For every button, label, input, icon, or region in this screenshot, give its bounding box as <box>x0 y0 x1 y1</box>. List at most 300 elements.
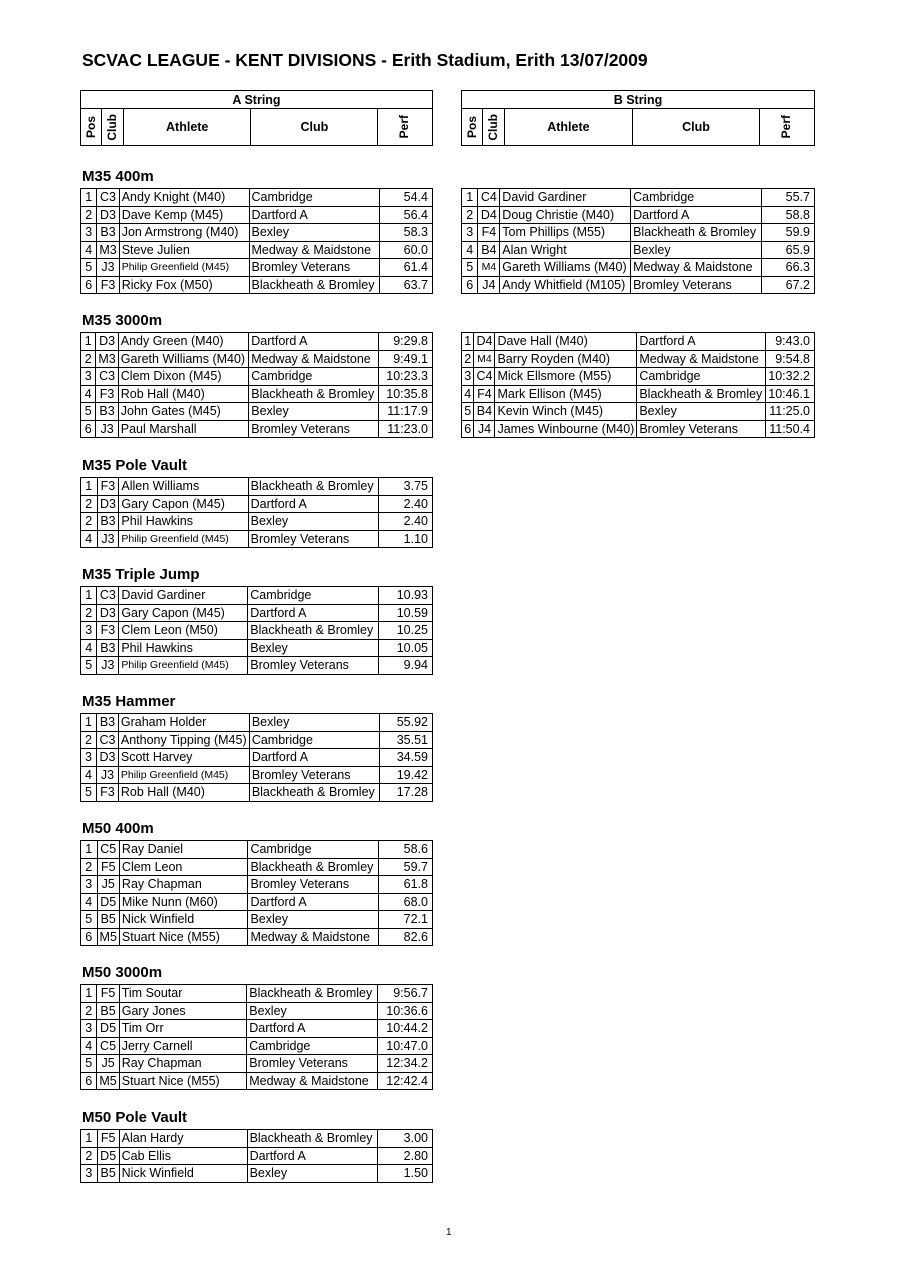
athlete-cell: Gareth Williams (M40) <box>500 259 631 277</box>
table-row <box>81 749 433 767</box>
pos-cell: 3 <box>81 622 97 640</box>
club-cell: Bexley <box>248 639 379 657</box>
perf-cell: 9:54.8 <box>765 350 814 368</box>
club-code-cell: J3 <box>97 766 119 784</box>
athlete-cell: Ray Daniel <box>119 841 248 859</box>
table-row <box>462 189 815 207</box>
pos-cell: 2 <box>81 206 97 224</box>
pos-cell: 2 <box>462 206 478 224</box>
club-cell: Medway & Maidstone <box>637 350 765 368</box>
athlete-cell: Doug Christie (M40) <box>500 206 631 224</box>
athlete-cell: John Gates (M45) <box>118 403 248 421</box>
pos-cell: 3 <box>81 1020 97 1038</box>
athlete-cell: Nick Winfield <box>119 1165 247 1183</box>
perf-cell: 58.3 <box>380 224 433 242</box>
club-code-cell: B5 <box>97 1165 119 1183</box>
club-cell: Bexley <box>247 1165 378 1183</box>
pos-cell: 2 <box>462 350 474 368</box>
perf-cell: 61.4 <box>380 259 433 277</box>
table-row <box>81 587 433 605</box>
table-row <box>81 259 433 277</box>
perf-cell: 10.59 <box>378 604 432 622</box>
club-code-cell: D3 <box>96 333 118 351</box>
club-code-cell: C4 <box>478 189 500 207</box>
pos-cell: 3 <box>81 224 97 242</box>
perf-cell: 9:29.8 <box>379 333 433 351</box>
club-code-cell: J3 <box>97 530 119 548</box>
pos-cell: 1 <box>81 985 97 1003</box>
table-row <box>81 622 433 640</box>
perf-cell: 10.25 <box>378 622 432 640</box>
club-code-header: Club <box>483 109 505 146</box>
club-cell: Bromley Veterans <box>247 1055 378 1073</box>
club-code-cell: M4 <box>474 350 495 368</box>
perf-cell: 61.8 <box>379 876 433 894</box>
club-code-cell: F3 <box>96 385 118 403</box>
perf-cell: 9.94 <box>378 657 432 675</box>
pos-cell: 1 <box>81 587 97 605</box>
perf-cell: 10:46.1 <box>765 385 814 403</box>
event-heading: M35 Triple Jump <box>82 566 200 583</box>
event-heading: M50 400m <box>82 820 154 837</box>
athlete-cell: Philip Greenfield (M45) <box>119 259 249 277</box>
club-code-cell: F4 <box>478 224 500 242</box>
athlete-cell: Cab Ellis <box>119 1147 247 1165</box>
club-cell: Cambridge <box>247 1037 378 1055</box>
table-row <box>81 714 433 732</box>
results-table-a <box>80 477 433 548</box>
table-row <box>462 350 815 368</box>
club-code-cell: M5 <box>97 1072 119 1090</box>
athlete-cell: Nick Winfield <box>119 911 248 929</box>
club-cell: Blackheath & Bromley <box>248 858 379 876</box>
table-row <box>81 928 433 946</box>
table-row <box>81 876 433 894</box>
perf-cell: 34.59 <box>380 749 433 767</box>
results-table-a <box>80 586 433 675</box>
club-code-cell: M5 <box>97 928 119 946</box>
club-cell: Bexley <box>631 241 762 259</box>
club-code-cell: D4 <box>478 206 500 224</box>
club-code-cell: M3 <box>97 241 119 259</box>
club-code-cell: F5 <box>97 858 119 876</box>
table-row <box>81 911 433 929</box>
pos-cell: 4 <box>81 766 97 784</box>
b-string-header <box>461 90 815 146</box>
club-cell: Cambridge <box>248 587 379 605</box>
perf-cell: 11:25.0 <box>765 403 814 421</box>
club-code-cell: C3 <box>97 587 119 605</box>
perf-cell: 2.80 <box>378 1147 433 1165</box>
event-heading: M50 Pole Vault <box>82 1109 188 1126</box>
b-string-label: B String <box>462 91 815 109</box>
results-table-a <box>80 984 433 1090</box>
club-cell: Dartford A <box>247 1147 378 1165</box>
perf-cell: 11:17.9 <box>379 403 433 421</box>
table-row <box>81 841 433 859</box>
pos-cell: 3 <box>81 876 98 894</box>
perf-cell: 10:35.8 <box>379 385 433 403</box>
pos-cell: 4 <box>81 385 96 403</box>
athlete-cell: Scott Harvey <box>118 749 249 767</box>
perf-cell: 10:44.2 <box>377 1020 432 1038</box>
perf-cell: 82.6 <box>379 928 433 946</box>
club-cell: Dartford A <box>247 1020 378 1038</box>
table-row <box>81 1020 433 1038</box>
table-row <box>462 276 815 294</box>
pos-cell: 5 <box>81 403 96 421</box>
club-code-cell: J5 <box>97 1055 119 1073</box>
athlete-cell: Mike Nunn (M60) <box>119 893 248 911</box>
athlete-cell: Phil Hawkins <box>119 513 248 531</box>
athlete-cell: Clem Leon <box>119 858 248 876</box>
club-code-cell: B3 <box>97 714 119 732</box>
pos-cell: 5 <box>462 403 474 421</box>
table-row <box>81 403 433 421</box>
club-code-cell: F5 <box>97 985 119 1003</box>
table-row <box>462 259 815 277</box>
club-code-cell: B4 <box>474 403 495 421</box>
page-number: 1 <box>446 1227 452 1238</box>
club-cell: Cambridge <box>249 368 379 386</box>
athlete-cell: Tom Phillips (M55) <box>500 224 631 242</box>
club-code-cell: F4 <box>474 385 495 403</box>
table-row <box>81 241 433 259</box>
club-header: Club <box>251 109 378 146</box>
table-row <box>81 206 433 224</box>
pos-cell: 4 <box>462 241 478 259</box>
club-code-cell: J3 <box>96 420 118 438</box>
club-code-cell: D5 <box>97 1147 119 1165</box>
athlete-cell: James Winbourne (M40) <box>495 420 637 438</box>
club-code-cell: F3 <box>97 276 119 294</box>
athlete-cell: Ray Chapman <box>119 876 248 894</box>
club-cell: Medway & Maidstone <box>631 259 762 277</box>
club-code-cell: F3 <box>97 784 119 802</box>
athlete-cell: Tim Soutar <box>119 985 247 1003</box>
pos-cell: 3 <box>81 1165 98 1183</box>
athlete-cell: Andy Whitfield (M105) <box>500 276 631 294</box>
club-code-cell: F5 <box>97 1130 119 1148</box>
pos-cell: 4 <box>81 241 97 259</box>
pos-cell: 6 <box>462 276 478 294</box>
athlete-cell: Graham Holder <box>118 714 249 732</box>
club-cell: Bexley <box>637 403 765 421</box>
club-cell: Bromley Veterans <box>248 657 379 675</box>
table-row <box>462 403 815 421</box>
athlete-cell: Mark Ellison (M45) <box>495 385 637 403</box>
club-code-cell: M4 <box>478 259 500 277</box>
perf-cell: 67.2 <box>761 276 814 294</box>
perf-cell: 65.9 <box>761 241 814 259</box>
club-cell: Dartford A <box>249 333 379 351</box>
pos-cell: 4 <box>81 893 98 911</box>
club-cell: Cambridge <box>631 189 762 207</box>
pos-cell: 2 <box>81 495 98 513</box>
club-cell: Bexley <box>249 714 379 732</box>
club-cell: Dartford A <box>249 206 380 224</box>
table-row <box>81 858 433 876</box>
club-code-cell: B5 <box>97 1002 119 1020</box>
table-row <box>81 333 433 351</box>
perf-cell: 10:32.2 <box>765 368 814 386</box>
club-code-header: Club <box>102 109 124 146</box>
results-table-b <box>461 332 815 438</box>
club-cell: Dartford A <box>248 604 379 622</box>
perf-cell: 11:50.4 <box>765 420 814 438</box>
perf-cell: 10:47.0 <box>377 1037 432 1055</box>
club-code-cell: J3 <box>97 259 119 277</box>
pos-cell: 2 <box>81 858 98 876</box>
event-heading: M35 3000m <box>82 312 163 329</box>
perf-cell: 54.4 <box>380 189 433 207</box>
pos-cell: 1 <box>462 189 478 207</box>
athlete-cell: Alan Hardy <box>119 1130 247 1148</box>
athlete-cell: Phil Hawkins <box>119 639 248 657</box>
table-row <box>81 513 433 531</box>
pos-cell: 4 <box>81 530 98 548</box>
athlete-cell: Kevin Winch (M45) <box>495 403 637 421</box>
pos-cell: 2 <box>81 731 97 749</box>
club-code-cell: D3 <box>97 749 119 767</box>
pos-header: Pos <box>462 109 483 146</box>
club-cell: Blackheath & Bromley <box>631 224 762 242</box>
table-row <box>81 1130 433 1148</box>
pos-cell: 5 <box>81 259 97 277</box>
perf-cell: 10.93 <box>378 587 432 605</box>
page-title: SCVAC LEAGUE - KENT DIVISIONS - Erith Stadium, Erith 13/07/2009 <box>82 50 648 70</box>
athlete-cell: Ray Chapman <box>119 1055 247 1073</box>
pos-cell: 4 <box>81 1037 97 1055</box>
perf-cell: 17.28 <box>380 784 433 802</box>
a-string-header <box>80 90 433 146</box>
table-row <box>81 604 433 622</box>
club-cell: Blackheath & Bromley <box>249 385 379 403</box>
club-cell: Bromley Veterans <box>249 259 380 277</box>
club-cell: Cambridge <box>637 368 765 386</box>
club-cell: Cambridge <box>249 189 380 207</box>
club-cell: Bromley Veterans <box>248 530 379 548</box>
table-row <box>81 766 433 784</box>
perf-cell: 59.7 <box>379 858 433 876</box>
table-row <box>81 478 433 496</box>
table-row <box>81 1037 433 1055</box>
table-row <box>81 893 433 911</box>
results-table-b <box>461 188 815 294</box>
club-cell: Cambridge <box>249 731 379 749</box>
athlete-cell: Philip Greenfield (M45) <box>119 530 248 548</box>
perf-cell: 55.7 <box>761 189 814 207</box>
pos-cell: 6 <box>81 928 98 946</box>
club-cell: Dartford A <box>248 495 379 513</box>
perf-cell: 72.1 <box>379 911 433 929</box>
athlete-cell: Andy Knight (M40) <box>119 189 249 207</box>
athlete-cell: Ricky Fox (M50) <box>119 276 249 294</box>
athlete-cell: Jerry Carnell <box>119 1037 247 1055</box>
club-cell: Blackheath & Bromley <box>249 276 380 294</box>
club-code-cell: C3 <box>97 189 119 207</box>
club-cell: Medway & Maidstone <box>249 350 379 368</box>
club-header: Club <box>632 109 759 146</box>
perf-cell: 19.42 <box>380 766 433 784</box>
club-cell: Bromley Veterans <box>248 876 379 894</box>
athlete-cell: Alan Wright <box>500 241 631 259</box>
club-code-cell: D5 <box>97 893 119 911</box>
club-code-cell: M3 <box>96 350 118 368</box>
athlete-cell: Rob Hall (M40) <box>118 385 248 403</box>
club-code-cell: F3 <box>97 622 119 640</box>
athlete-cell: Philip Greenfield (M45) <box>118 766 249 784</box>
club-cell: Bromley Veterans <box>249 766 379 784</box>
pos-cell: 1 <box>81 714 97 732</box>
club-cell: Bexley <box>249 403 379 421</box>
results-table-a <box>80 713 433 802</box>
perf-cell: 2.40 <box>379 513 433 531</box>
perf-cell: 58.6 <box>379 841 433 859</box>
table-row <box>462 385 815 403</box>
club-code-cell: J5 <box>97 876 119 894</box>
athlete-header: Athlete <box>504 109 632 146</box>
athlete-cell: Clem Leon (M50) <box>119 622 248 640</box>
club-cell: Dartford A <box>248 893 379 911</box>
table-row <box>462 368 815 386</box>
perf-cell: 63.7 <box>380 276 433 294</box>
athlete-cell: Dave Hall (M40) <box>495 333 637 351</box>
athlete-cell: Allen Williams <box>119 478 248 496</box>
club-code-cell: C5 <box>97 1037 119 1055</box>
athlete-cell: Clem Dixon (M45) <box>118 368 248 386</box>
perf-header: Perf <box>378 109 433 146</box>
club-cell: Bromley Veterans <box>249 420 379 438</box>
club-cell: Medway & Maidstone <box>249 241 380 259</box>
pos-cell: 1 <box>81 333 96 351</box>
club-cell: Medway & Maidstone <box>247 1072 378 1090</box>
table-row <box>81 189 433 207</box>
athlete-cell: Paul Marshall <box>118 420 248 438</box>
club-code-cell: D3 <box>97 604 119 622</box>
athlete-cell: Jon Armstrong (M40) <box>119 224 249 242</box>
table-row <box>81 385 433 403</box>
club-cell: Cambridge <box>248 841 379 859</box>
club-cell: Medway & Maidstone <box>248 928 379 946</box>
a-string-label: A String <box>81 91 433 109</box>
table-row <box>81 1147 433 1165</box>
event-heading: M35 Pole Vault <box>82 457 188 474</box>
club-cell: Bexley <box>248 513 379 531</box>
club-code-cell: B3 <box>97 639 119 657</box>
club-code-cell: J3 <box>97 657 119 675</box>
athlete-cell: Steve Julien <box>119 241 249 259</box>
pos-cell: 2 <box>81 604 97 622</box>
club-code-cell: D5 <box>97 1020 119 1038</box>
athlete-cell: Barry Royden (M40) <box>495 350 637 368</box>
club-code-cell: B3 <box>97 224 119 242</box>
athlete-cell: Stuart Nice (M55) <box>119 1072 247 1090</box>
table-row <box>81 784 433 802</box>
pos-cell: 5 <box>81 784 97 802</box>
pos-cell: 3 <box>81 749 97 767</box>
perf-cell: 35.51 <box>380 731 433 749</box>
table-row <box>81 639 433 657</box>
table-row <box>81 1072 433 1090</box>
athlete-cell: David Gardiner <box>500 189 631 207</box>
pos-cell: 4 <box>81 639 97 657</box>
table-row <box>81 985 433 1003</box>
table-row <box>81 1055 433 1073</box>
perf-cell: 10.05 <box>378 639 432 657</box>
event-heading: M35 400m <box>82 168 154 185</box>
pos-cell: 5 <box>81 657 97 675</box>
pos-cell: 1 <box>81 478 98 496</box>
table-row <box>462 333 815 351</box>
pos-cell: 5 <box>81 1055 97 1073</box>
club-code-cell: F3 <box>97 478 119 496</box>
club-cell: Bromley Veterans <box>637 420 765 438</box>
pos-cell: 6 <box>81 276 97 294</box>
perf-cell: 1.10 <box>379 530 433 548</box>
table-row <box>462 224 815 242</box>
club-code-cell: J4 <box>478 276 500 294</box>
athlete-cell: Anthony Tipping (M45) <box>118 731 249 749</box>
perf-cell: 60.0 <box>380 241 433 259</box>
perf-cell: 9:43.0 <box>765 333 814 351</box>
table-row <box>462 241 815 259</box>
club-cell: Blackheath & Bromley <box>248 622 379 640</box>
athlete-cell: Mick Ellsmore (M55) <box>495 368 637 386</box>
perf-cell: 9:49.1 <box>379 350 433 368</box>
pos-cell: 2 <box>81 1002 97 1020</box>
pos-cell: 1 <box>81 841 98 859</box>
athlete-cell: Rob Hall (M40) <box>118 784 249 802</box>
pos-cell: 3 <box>462 224 478 242</box>
club-code-cell: B3 <box>96 403 118 421</box>
club-cell: Bexley <box>249 224 380 242</box>
perf-cell: 55.92 <box>380 714 433 732</box>
perf-cell: 2.40 <box>379 495 433 513</box>
table-row <box>462 206 815 224</box>
club-cell: Blackheath & Bromley <box>248 478 379 496</box>
perf-cell: 10:23.3 <box>379 368 433 386</box>
athlete-cell: Stuart Nice (M55) <box>119 928 248 946</box>
club-code-cell: B5 <box>97 911 119 929</box>
perf-cell: 56.4 <box>380 206 433 224</box>
club-cell: Blackheath & Bromley <box>247 1130 378 1148</box>
pos-cell: 4 <box>462 385 474 403</box>
table-row <box>81 1002 433 1020</box>
club-cell: Blackheath & Bromley <box>249 784 379 802</box>
perf-cell: 10:36.6 <box>377 1002 432 1020</box>
pos-cell: 2 <box>81 1147 98 1165</box>
club-code-cell: B4 <box>478 241 500 259</box>
table-row <box>81 350 433 368</box>
club-code-cell: C3 <box>96 368 118 386</box>
table-row <box>81 368 433 386</box>
pos-cell: 6 <box>81 420 96 438</box>
athlete-header: Athlete <box>123 109 251 146</box>
table-row <box>81 657 433 675</box>
table-row <box>81 420 433 438</box>
results-table-a <box>80 188 433 294</box>
athlete-cell: Gary Capon (M45) <box>119 495 248 513</box>
club-cell: Blackheath & Bromley <box>247 985 378 1003</box>
athlete-cell: David Gardiner <box>119 587 248 605</box>
event-heading: M35 Hammer <box>82 693 176 710</box>
pos-cell: 5 <box>462 259 478 277</box>
pos-cell: 3 <box>462 368 474 386</box>
event-heading: M50 3000m <box>82 964 163 981</box>
athlete-cell: Andy Green (M40) <box>118 333 248 351</box>
perf-cell: 11:23.0 <box>379 420 433 438</box>
